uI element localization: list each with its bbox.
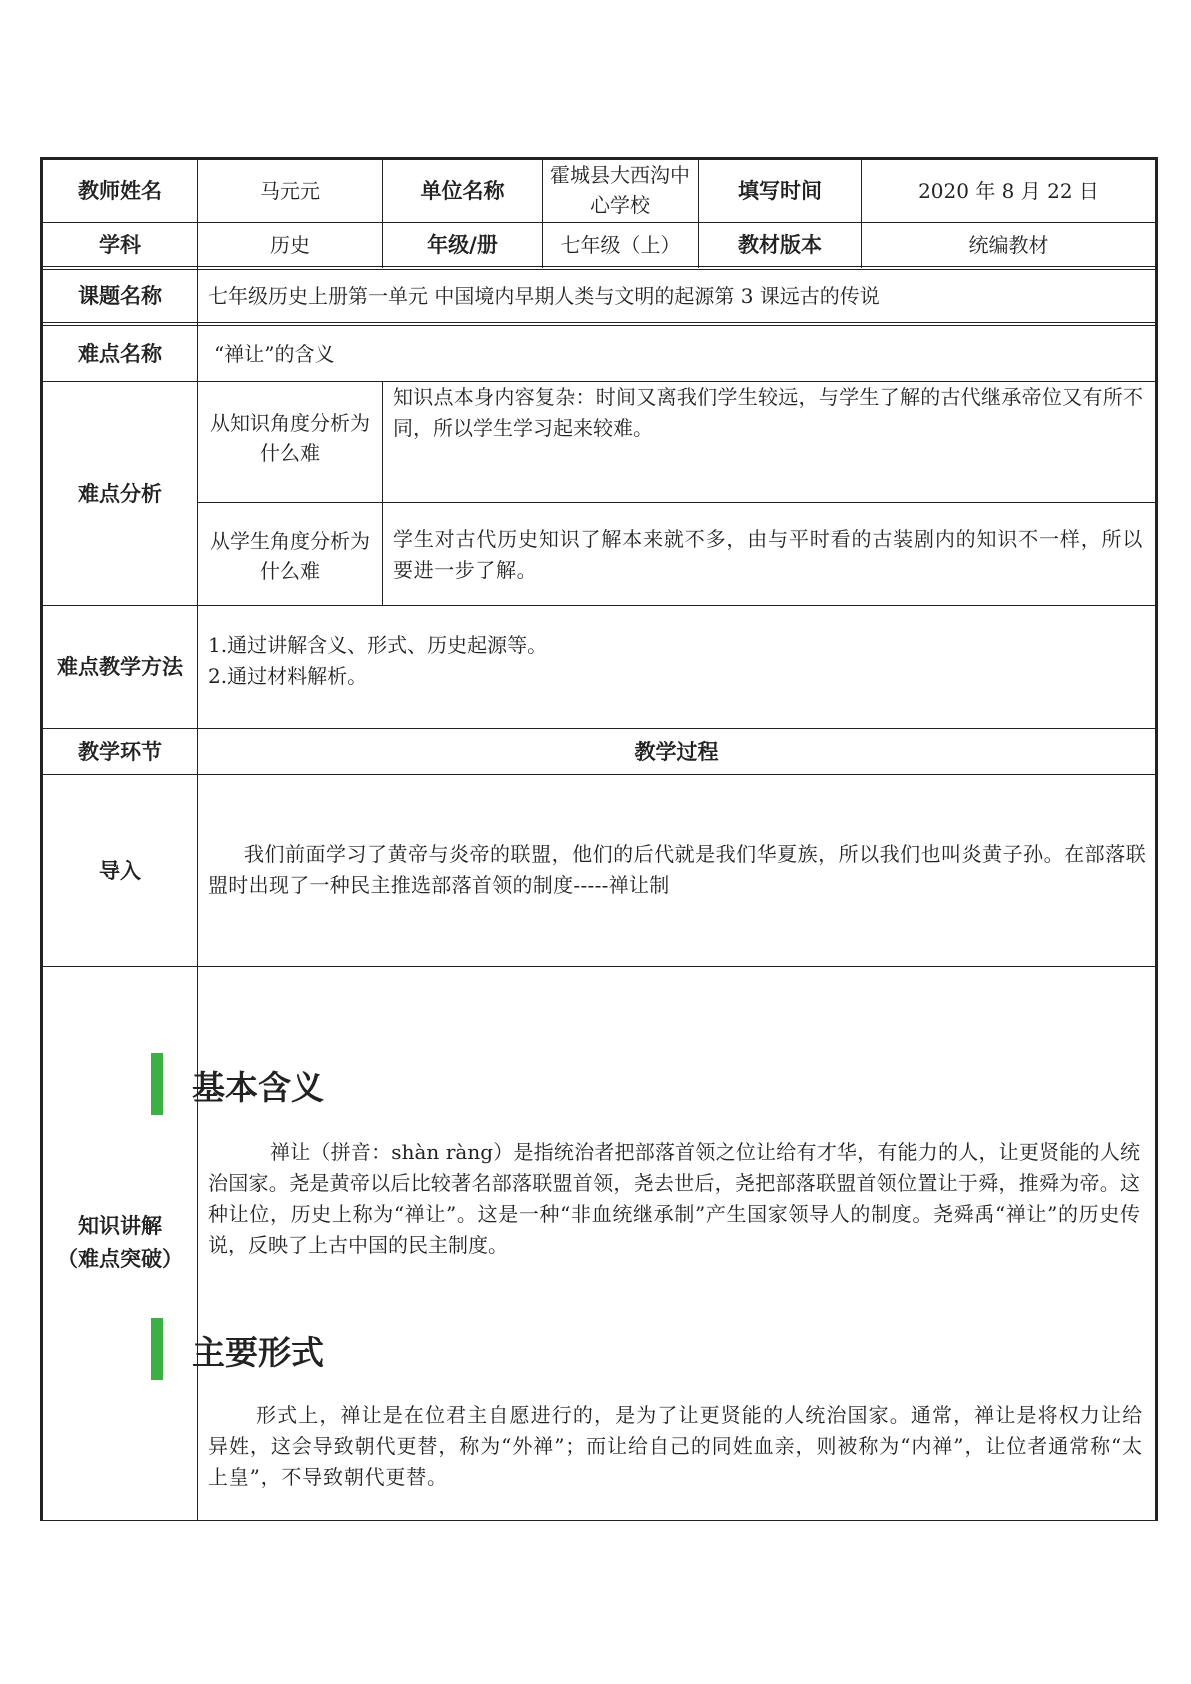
fill-date-label: 填写时间 [738,179,822,203]
teacher-name-label: 教师姓名 [78,179,162,203]
difficulty-label: 难点名称 [78,341,162,366]
knowledge-label-line1: 知识讲解 [78,1214,162,1238]
section1-title: 基本含义 [192,1068,324,1107]
unit-name-value: 霍城县大西沟中心学校 [550,163,690,217]
fill-date-value: 2020 年 8 月 22 日 [918,179,1099,203]
row-line-3 [40,322,1158,323]
method-label: 难点教学方法 [57,655,183,679]
grade-value: 七年级（上） [560,232,681,257]
method-item-2: 2.通过材料解析。 [208,664,368,688]
col-divider-1 [197,157,198,1520]
intro-text: 我们前面学习了黄帝与炎帝的联盟，他们的后代就是我们华夏族，所以我们也叫炎黄子孙。在部落联盟时出现了一种民主推选部落首领的制度-----禅让制 [208,842,1146,897]
intro-label: 导入 [99,858,141,883]
table-right-border [1155,157,1158,1520]
analysis-label: 难点分析 [78,481,162,506]
row-line-9 [40,966,1158,967]
section2-accent-bar [151,1318,163,1380]
difficulty-value: “禅让”的含义 [214,341,335,366]
section1-accent-bar [151,1053,163,1115]
subject-value: 历史 [270,232,310,257]
teacher-name-value: 马元元 [260,179,320,203]
knowledge-angle-text: 知识点本身内容复杂：时间又离我们学生较远，与学生了解的古代继承帝位又有所不同，所以学生学习起来较难。 [393,385,1143,440]
section1-text: 禅让（拼音：shàn ràng）是指统治者把部落首领之位让给有才华，有能力的人，让更贤能的人统治国家。尧是黄帝以后比较著名部落联盟首领，尧去世后，尧把部落联盟首领位置让于舜，推舜为帝。这种让位，历史上称为“禅让”。这是一种“非血统继承制”产生国家领导人的制度。尧舜禹“禅让”的历史传说，反映了上古中国的民主制度。 [208,1140,1140,1257]
row-line-2 [40,266,1158,267]
analysis-divider [382,381,383,605]
row-line-8 [40,774,1158,775]
knowledge-angle-label: 从知识角度分析为什么难 [210,410,370,465]
subject-label: 学科 [99,232,141,257]
student-angle-label: 从学生角度分析为什么难 [210,529,370,583]
edition-label: 教材版本 [738,232,822,257]
topic-value: 七年级历史上册第一单元 中国境内早期人类与文明的起源第 3 课远古的传说 [208,284,880,308]
table-bottom-border [40,1520,1158,1521]
student-angle-text: 学生对古代历史知识了解本来就不多，由与平时看的古装剧内的知识不一样，所以要进一步了解。 [393,527,1143,582]
row-line-5 [197,502,1158,503]
method-item-1: 1.通过讲解含义、形式、历史起源等。 [208,633,548,657]
process-header-label: 教学过程 [634,739,719,764]
row-line-6 [40,605,1158,606]
grade-label: 年级/册 [427,232,498,257]
section2-title: 主要形式 [192,1333,324,1372]
section2-text: 形式上，禅让是在位君主自愿进行的，是为了让更贤能的人统治国家。通常，禅让是将权力让给异姓，这会导致朝代更替，称为“外禅”；而让给自己的同姓血亲，则被称为“内禅”，让位者通常称“太上皇”，不导致朝代更替。 [208,1403,1143,1489]
unit-name-label: 单位名称 [420,179,505,203]
knowledge-label-line2: （难点突破） [57,1247,183,1271]
edition-value: 统编教材 [968,232,1049,257]
stage-header-label: 教学环节 [78,739,162,764]
topic-label: 课题名称 [78,284,162,308]
